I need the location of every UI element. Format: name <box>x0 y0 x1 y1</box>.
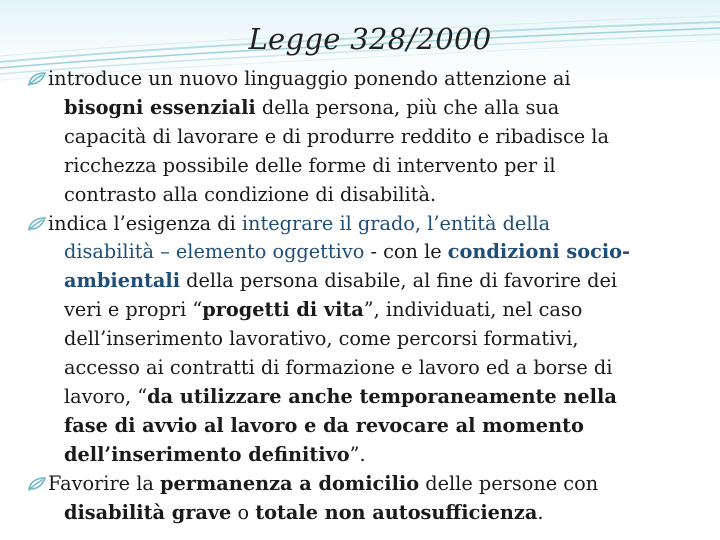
text-run: o <box>231 500 256 524</box>
text-run: da utilizzare anche temporaneamente nella <box>147 384 617 408</box>
bullet-line <box>64 383 710 412</box>
text-run: bisogni essenziali <box>64 95 256 119</box>
bullet-line <box>48 470 710 499</box>
bullet-line <box>64 238 710 267</box>
bullet-list <box>14 65 710 528</box>
bullet-line <box>64 412 710 441</box>
text-run: disabilità grave <box>64 500 232 524</box>
bullet-line <box>64 267 710 296</box>
text-run: veri e propri “ <box>64 298 203 322</box>
text-run: dell’inserimento definitivo <box>64 442 350 466</box>
bullet-item <box>14 65 710 210</box>
leaf-bullet-icon <box>28 477 46 491</box>
leaf-bullet-icon <box>28 72 46 86</box>
text-run: introduce un nuovo linguaggio ponendo attenzione ai <box>48 67 571 90</box>
text-run: condizioni socio- <box>447 240 631 264</box>
text-run: della persona disabile, al fine di favorire dei <box>180 269 618 293</box>
text-run: dell’inserimento lavorativo, come percorsi formativi, <box>64 327 579 351</box>
bullet-line <box>64 123 710 152</box>
text-run: contrasto alla condizione di disabilità. <box>64 182 437 206</box>
bullet-line <box>64 94 710 123</box>
bullet-line <box>64 296 710 325</box>
text-run: disabilità – elemento oggettivo <box>64 240 365 264</box>
text-run: ricchezza possibile delle forme di intervento per il <box>64 153 556 177</box>
text-run: Favorire la <box>48 471 160 495</box>
text-run: fase di avvio al lavoro e da revocare al momento <box>64 413 584 437</box>
bullet-line <box>64 181 710 210</box>
bullet-item <box>14 210 710 470</box>
text-run: integrare il grado, l’entità della <box>241 211 551 235</box>
text-run: accesso ai contratti di formazione e lavoro ed a borse di <box>64 356 613 380</box>
slide-title: Legge 328/2000 <box>248 22 492 56</box>
text-run: capacità di lavorare e di produrre reddito e ribadisce la <box>64 124 609 148</box>
leaf-bullet-icon <box>28 217 46 231</box>
bullet-line <box>64 499 710 528</box>
text-run: permanenza a domicilio <box>160 471 420 495</box>
bullet-line <box>48 65 710 94</box>
text-run: ”, individuati, nel caso <box>363 298 583 322</box>
text-run: ”. <box>349 442 366 466</box>
bullet-item <box>14 470 710 528</box>
text-run: totale non autosufficienza <box>255 500 538 524</box>
text-run: progetti di vita <box>202 298 364 322</box>
text-run: - con le <box>364 240 448 264</box>
text-run: ambientali <box>64 269 181 293</box>
bullet-line <box>64 325 710 354</box>
bullet-line <box>64 354 710 383</box>
text-run: lavoro, “ <box>64 384 148 408</box>
bullet-line <box>64 152 710 181</box>
text-run: della persona, più che alla sua <box>255 95 560 119</box>
bullet-line <box>64 441 710 470</box>
bullet-line <box>48 210 710 239</box>
text-run: delle persone con <box>419 471 599 495</box>
text-run: . <box>537 500 544 524</box>
text-run: indica l’esigenza di <box>48 211 242 235</box>
